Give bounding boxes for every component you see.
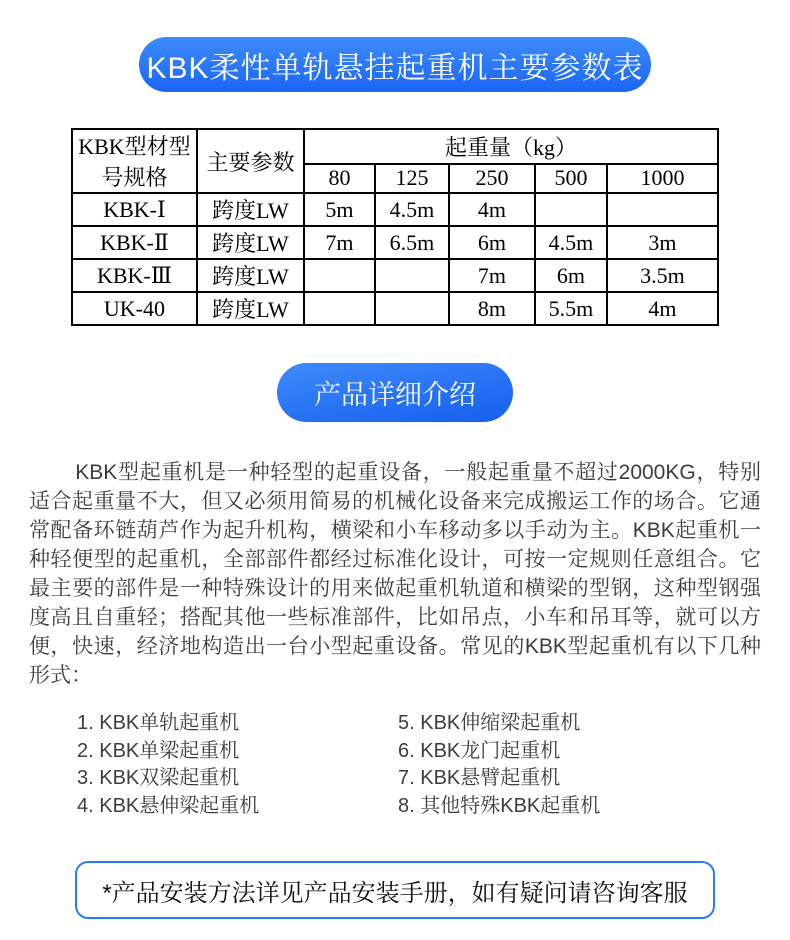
page-title-banner <box>139 37 651 92</box>
param-cell: 跨度LW <box>197 259 304 292</box>
span-value-cell <box>535 193 607 226</box>
model-cell: KBK-Ⅲ <box>72 259 197 292</box>
capacity-col-header: 80 <box>304 164 375 193</box>
span-value-cell: 7m <box>304 226 375 259</box>
model-column-header: KBK型材型号规格 <box>72 129 197 193</box>
span-value-cell: 8m <box>449 292 535 325</box>
list-item: 5. KBK伸缩梁起重机 <box>398 712 581 734</box>
span-value-cell: 4m <box>449 193 535 226</box>
crane-type-list-left <box>77 710 398 820</box>
param-cell: 跨度LW <box>197 292 304 325</box>
list-item: 4. KBK悬伸梁起重机 <box>77 794 260 817</box>
model-cell: KBK-Ⅱ <box>72 226 197 259</box>
parameters-table <box>71 128 719 326</box>
list-item: 2. KBK单梁起重机 <box>77 739 240 762</box>
list-item: 1. KBK单轨起重机 <box>77 712 240 734</box>
span-value-cell: 7m <box>449 259 535 292</box>
param-cell: 跨度LW <box>197 193 304 226</box>
list-item: 6. KBK龙门起重机 <box>398 739 561 762</box>
span-value-cell: 4.5m <box>535 226 607 259</box>
span-value-cell: 3.5m <box>607 259 718 292</box>
list-item: 8. 其他特殊KBK起重机 <box>398 794 601 817</box>
product-intro-button-label: 产品详细介绍 <box>314 380 476 410</box>
span-value-cell <box>375 259 449 292</box>
crane-type-lists <box>77 710 790 820</box>
table-header-row-1 <box>72 129 718 164</box>
table-row <box>72 259 718 292</box>
span-value-cell: 4.5m <box>375 193 449 226</box>
span-value-cell: 5m <box>304 193 375 226</box>
span-value-cell <box>304 259 375 292</box>
installation-note-text: *产品安装方法详见产品安装手册，如有疑问请咨询客服 <box>102 879 688 907</box>
model-cell: UK-40 <box>72 292 197 325</box>
list-item: 7. KBK悬臂起重机 <box>398 767 561 789</box>
span-value-cell <box>607 193 718 226</box>
span-value-cell: 4m <box>607 292 718 325</box>
table-row <box>72 226 718 259</box>
span-value-cell: 6.5m <box>375 226 449 259</box>
capacity-col-header: 125 <box>375 164 449 193</box>
table-row <box>72 292 718 325</box>
param-column-header: 主要参数 <box>197 129 304 193</box>
page-title: KBK柔性单轨悬挂起重机主要参数表 <box>146 51 644 85</box>
span-value-cell: 5.5m <box>535 292 607 325</box>
capacity-group-header: 起重量（kg） <box>304 129 718 164</box>
capacity-col-header: 500 <box>535 164 607 193</box>
crane-type-list-right <box>398 710 790 820</box>
param-cell: 跨度LW <box>197 226 304 259</box>
installation-note-box <box>75 861 715 919</box>
capacity-col-header: 250 <box>449 164 535 193</box>
model-cell: KBK-Ⅰ <box>72 193 197 226</box>
span-value-cell: 3m <box>607 226 718 259</box>
span-value-cell: 6m <box>535 259 607 292</box>
product-intro-button[interactable] <box>277 363 513 422</box>
table-row <box>72 193 718 226</box>
span-value-cell: 6m <box>449 226 535 259</box>
list-item: 3. KBK双梁起重机 <box>77 767 240 789</box>
capacity-col-header: 1000 <box>607 164 718 193</box>
span-value-cell <box>304 292 375 325</box>
intro-paragraph: KBK型起重机是一种轻型的起重设备，一般起重量不超过2000KG，特别适合起重量不大，但又必须用简易的机械化设备来完成搬运工作的场合。它通常配备环链葫芦作为起升机构，横梁和小车移动多以手动为主。KBK起重机一种轻便型的起重机，全部部件都经过标准化设计，可按一定规则任意组合。它最主要的部件是一种特殊设计的用来做起重机轨道和横梁的型钢，这种型钢强度高且自重轻；搭配其他一些标准部件，比如吊点，小车和吊耳等，就可以方便，快速，经济地构造出一台小型起重设备。常见的KBK型起重机有以下几种形式： <box>29 461 761 687</box>
span-value-cell <box>375 292 449 325</box>
